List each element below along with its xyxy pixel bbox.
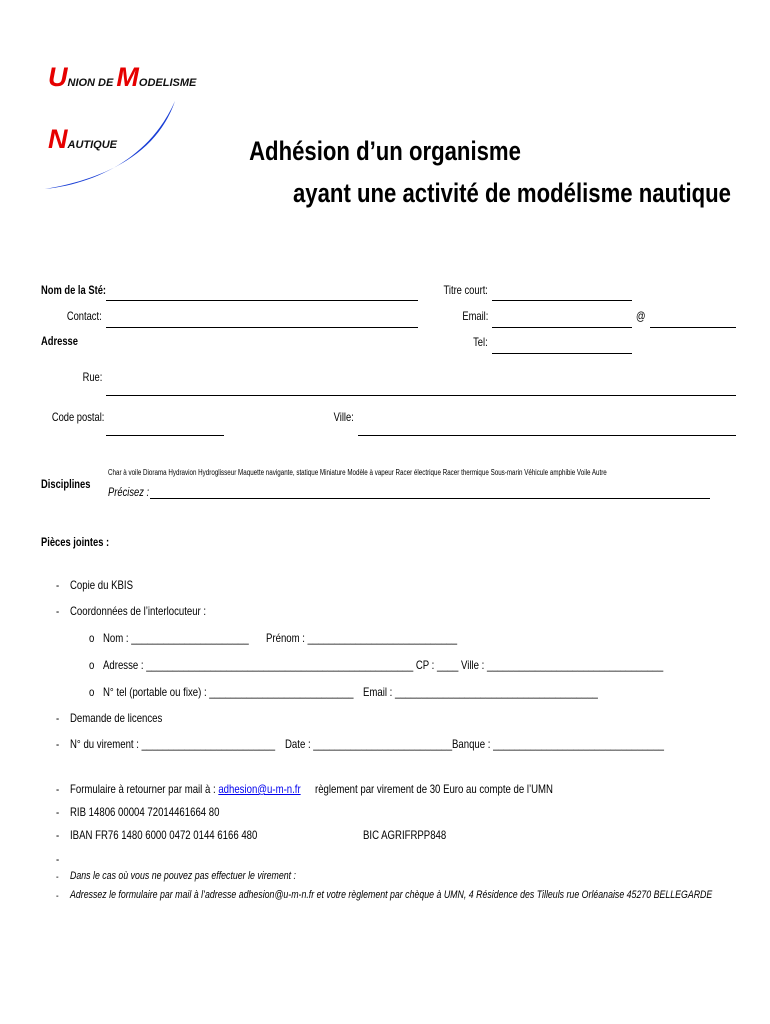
page-title-line-2: ayant une activité de modélisme nautique — [292, 178, 732, 208]
dash: - — [56, 872, 59, 883]
dash: - — [56, 782, 60, 796]
banque-item: Banque : ________________________________ — [452, 737, 664, 751]
bullet: o — [89, 685, 95, 699]
code-postal-label: Code postal: — [51, 410, 104, 424]
formulaire-item: Formulaire à retourner par mail à : adhesion@u-m-n.fr — [70, 782, 301, 796]
email-at: @ — [636, 309, 646, 323]
pieces-jointes-heading: Pièces jointes : — [41, 535, 110, 549]
dash: - — [56, 578, 60, 592]
dash: - — [56, 805, 60, 819]
dash: - — [56, 891, 59, 902]
rue-label: Rue: — [82, 370, 102, 384]
nom-ste-field[interactable] — [106, 300, 418, 301]
code-postal-field[interactable] — [106, 435, 224, 436]
kbis-item: Copie du KBIS — [70, 578, 133, 592]
contact-label: Contact: — [67, 309, 102, 323]
email-user-field[interactable] — [492, 327, 632, 328]
note-1: Dans le cas où vous ne pouvez pas effectuer le virement : — [70, 870, 296, 882]
reglement-item: règlement par virement de 30 Euro au compte de l’UMN — [315, 782, 553, 796]
coord-ntel: N° tel (portable ou fixe) : ___________________________ — [103, 685, 354, 699]
adresse-label: Adresse — [41, 334, 78, 348]
page-title-line-1: Adhésion d’un organisme — [249, 136, 521, 166]
titre-court-field[interactable] — [492, 300, 632, 301]
coord-adresse: Adresse : __________________________________________________ CP : ____ Ville : _________________________________ — [103, 658, 664, 672]
ville-field[interactable] — [358, 435, 736, 436]
logo-line-2: NAUTIQUE — [48, 124, 117, 154]
rib-item: RIB 14806 00004 72014461664 80 — [70, 805, 220, 819]
contact-field[interactable] — [106, 327, 418, 328]
bullet: o — [89, 658, 95, 672]
virement-item: N° du virement : _________________________ — [70, 737, 276, 751]
bullet: o — [89, 631, 95, 645]
dash: - — [56, 828, 60, 842]
email-link[interactable]: adhesion@u-m-n.fr — [218, 782, 301, 796]
ville-label: Ville: — [333, 410, 354, 424]
coord-email: Email : ______________________________________ — [363, 685, 598, 699]
rue-field[interactable] — [106, 395, 736, 396]
dash: - — [56, 737, 60, 751]
licences-item: Demande de licences — [70, 711, 163, 725]
nom-ste-label: Nom de la Sté: — [41, 283, 107, 297]
coord-nom: Nom : ______________________ — [103, 631, 249, 645]
dash: - — [56, 604, 60, 618]
email-domain-field[interactable] — [650, 327, 736, 328]
tel-label: Tel: — [473, 335, 488, 349]
precisez-label: Précisez : — [108, 485, 150, 499]
titre-court-label: Titre court: — [443, 283, 488, 297]
coord-prenom: Prénom : ____________________________ — [266, 631, 458, 645]
note-2: Adressez le formulaire par mail à l’adresse adhesion@u-m-n.fr et votre règlement par chèque à UMN, 4 Résidence des Tilleuls rue Orléanaise 45270 BELLEGARDE — [70, 889, 713, 901]
disciplines-label: Disciplines — [41, 477, 91, 491]
precisez-field[interactable] — [150, 498, 710, 499]
dash: - — [56, 852, 60, 866]
iban-item: IBAN FR76 1480 6000 0472 0144 6166 480 — [70, 828, 258, 842]
email-label: Email: — [461, 309, 488, 323]
date-item: Date : __________________________ — [285, 737, 453, 751]
coord-item: Coordonnées de l’interlocuteur : — [70, 604, 207, 618]
dash: - — [56, 711, 60, 725]
disciplines-list: Char à voile Diorama Hydravion Hydroglisseur Maquette navigante, statique Miniature Modèle à vapeur Racer électrique Racer thermique Sous-marin Véhicule amphibie Voile Autre — [108, 468, 607, 477]
bic-item: BIC AGRIFRPP848 — [363, 828, 447, 842]
logo-line-1: UNION DE MODELISME — [48, 62, 197, 92]
tel-field[interactable] — [492, 353, 632, 354]
